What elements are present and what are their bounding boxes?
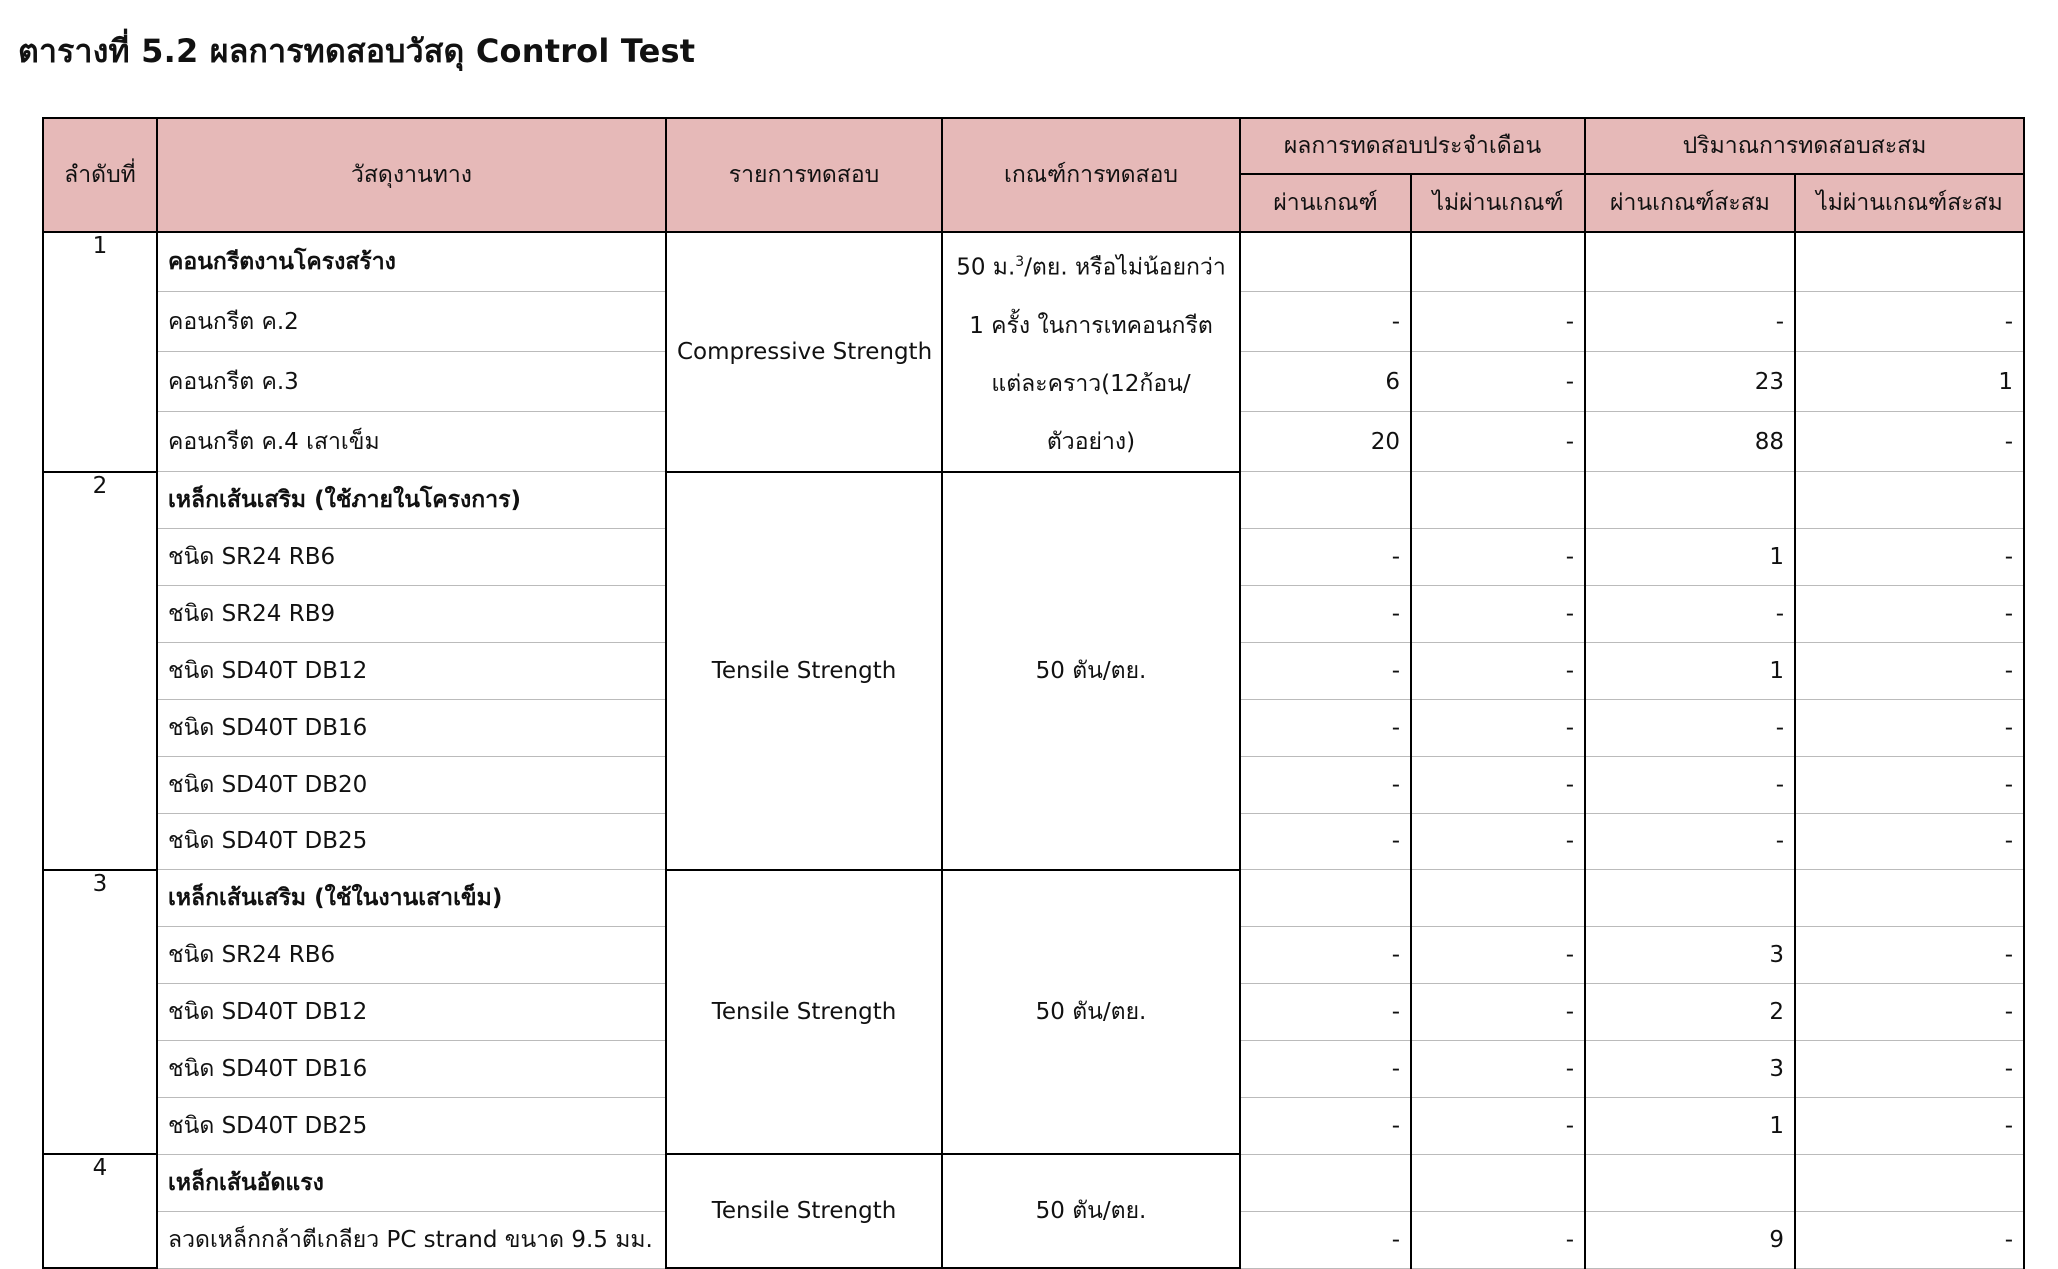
fail-value: -: [1411, 927, 1585, 984]
pass-cum-value: 3: [1585, 927, 1795, 984]
pass-cum-value: 3: [1585, 1041, 1795, 1098]
control-test-table: [42, 117, 2025, 1269]
fail-cum-value: -: [1795, 412, 2024, 472]
test-item-cell: Compressive Strength: [666, 232, 942, 472]
header-pass: ผ่านเกณฑ์: [1240, 174, 1411, 232]
fail-value: -: [1411, 642, 1585, 699]
group-title: เหล็กเส้นอัดแรง: [157, 1154, 666, 1211]
fail-cum-value: -: [1795, 529, 2024, 586]
criteria-superscript: 3: [1015, 254, 1025, 270]
table-row: [43, 472, 2024, 529]
pass-cum-value: -: [1585, 756, 1795, 813]
header-cumulative: ปริมาณการทดสอบสะสม: [1585, 118, 2024, 174]
pass-cum-value: 9: [1585, 1211, 1795, 1268]
pass-value: -: [1240, 699, 1411, 756]
pass-value: -: [1240, 756, 1411, 813]
pass-value: -: [1240, 1097, 1411, 1154]
pass-value: -: [1240, 984, 1411, 1041]
criteria-cell: 50 ตัน/ตย.: [942, 870, 1240, 1154]
pass-value: -: [1240, 585, 1411, 642]
material-name: ชนิด SR24 RB6: [157, 529, 666, 586]
group-index: 3: [43, 870, 157, 1154]
pass-cum-value: 2: [1585, 984, 1795, 1041]
test-item-cell: Tensile Strength: [666, 472, 942, 870]
header-test-item: รายการทดสอบ: [666, 118, 942, 232]
fail-value: -: [1411, 352, 1585, 412]
criteria-cell: [942, 232, 1240, 472]
material-name: ชนิด SD40T DB20: [157, 756, 666, 813]
pass-value: 20: [1240, 412, 1411, 472]
fail-value: -: [1411, 585, 1585, 642]
material-name: ชนิด SD40T DB25: [157, 813, 666, 870]
fail-cum-value: -: [1795, 927, 2024, 984]
pass-cum-value: 1: [1585, 1097, 1795, 1154]
header-material: วัสดุงานทาง: [157, 118, 666, 232]
pass-value: -: [1240, 927, 1411, 984]
fail-value: -: [1411, 529, 1585, 586]
material-name: ชนิด SD40T DB16: [157, 1041, 666, 1098]
pass-value: -: [1240, 642, 1411, 699]
fail-cum-value: -: [1795, 1211, 2024, 1268]
pass-cum-value: -: [1585, 699, 1795, 756]
criteria-line: /ตย. หรือไม่น้อยกว่า: [1024, 254, 1226, 281]
test-item-cell: Tensile Strength: [666, 870, 942, 1154]
group-title: เหล็กเส้นเสริม (ใช้ภายในโครงการ): [157, 472, 666, 529]
pass-value: -: [1240, 1041, 1411, 1098]
pass-value: -: [1240, 529, 1411, 586]
fail-value: -: [1411, 813, 1585, 870]
material-name: ชนิด SR24 RB9: [157, 585, 666, 642]
fail-value: -: [1411, 292, 1585, 352]
pass-value: -: [1240, 813, 1411, 870]
fail-cum-value: -: [1795, 1041, 2024, 1098]
fail-cum-value: -: [1795, 813, 2024, 870]
pass-cum-value: 1: [1585, 529, 1795, 586]
fail-cum-value: -: [1795, 642, 2024, 699]
fail-cum-value: -: [1795, 984, 2024, 1041]
pass-value: -: [1240, 292, 1411, 352]
material-name: คอนกรีต ค.4 เสาเข็ม: [157, 412, 666, 472]
material-name: ชนิด SD40T DB12: [157, 642, 666, 699]
pass-cum-value: 1: [1585, 642, 1795, 699]
pass-value: 6: [1240, 352, 1411, 412]
fail-value: -: [1411, 699, 1585, 756]
fail-value: -: [1411, 984, 1585, 1041]
criteria-cell: 50 ตัน/ตย.: [942, 472, 1240, 870]
criteria-line: 1 ครั้ง ในการเทคอนกรีต: [969, 312, 1213, 339]
fail-value: -: [1411, 412, 1585, 472]
fail-value: -: [1411, 1211, 1585, 1268]
header-monthly: ผลการทดสอบประจำเดือน: [1240, 118, 1585, 174]
group-title: คอนกรีตงานโครงสร้าง: [157, 232, 666, 292]
table-caption: ตารางที่ 5.2 ผลการทดสอบวัสดุ Control Test: [18, 32, 696, 70]
table-row: [43, 1154, 2024, 1211]
pass-cum-value: -: [1585, 813, 1795, 870]
fail-value: -: [1411, 756, 1585, 813]
pass-cum-value: 23: [1585, 352, 1795, 412]
header-fail: ไม่ผ่านเกณฑ์: [1411, 174, 1585, 232]
table-row: [43, 232, 2024, 292]
header-criteria: เกณฑ์การทดสอบ: [942, 118, 1240, 232]
table-row: [43, 870, 2024, 927]
material-name: ชนิด SD40T DB25: [157, 1097, 666, 1154]
group-title: เหล็กเส้นเสริม (ใช้ในงานเสาเข็ม): [157, 870, 666, 927]
criteria-line: แต่ละคราว(12ก้อน/ตัวอย่าง): [991, 370, 1191, 455]
fail-value: -: [1411, 1097, 1585, 1154]
material-name: คอนกรีต ค.2: [157, 292, 666, 352]
group-index: 4: [43, 1154, 157, 1268]
pass-value: -: [1240, 1211, 1411, 1268]
header-index: ลำดับที่: [43, 118, 157, 232]
group-index: 2: [43, 472, 157, 870]
fail-value: -: [1411, 1041, 1585, 1098]
fail-cum-value: -: [1795, 585, 2024, 642]
material-name: คอนกรีต ค.3: [157, 352, 666, 412]
header-fail-cum: ไม่ผ่านเกณฑ์สะสม: [1795, 174, 2024, 232]
header-pass-cum: ผ่านเกณฑ์สะสม: [1585, 174, 1795, 232]
fail-cum-value: -: [1795, 292, 2024, 352]
pass-cum-value: -: [1585, 585, 1795, 642]
pass-cum-value: -: [1585, 292, 1795, 352]
material-name: ชนิด SD40T DB12: [157, 984, 666, 1041]
criteria-line: 50 ม.: [956, 254, 1016, 281]
pass-cum-value: 88: [1585, 412, 1795, 472]
fail-cum-value: -: [1795, 699, 2024, 756]
fail-cum-value: -: [1795, 1097, 2024, 1154]
criteria-cell: 50 ตัน/ตย.: [942, 1154, 1240, 1268]
group-index: 1: [43, 232, 157, 472]
material-name: ชนิด SR24 RB6: [157, 927, 666, 984]
material-name: ชนิด SD40T DB16: [157, 699, 666, 756]
fail-cum-value: -: [1795, 756, 2024, 813]
fail-cum-value: 1: [1795, 352, 2024, 412]
material-name: ลวดเหล็กกล้าตีเกลียว PC strand ขนาด 9.5 มม.: [157, 1211, 666, 1268]
test-item-cell: Tensile Strength: [666, 1154, 942, 1268]
